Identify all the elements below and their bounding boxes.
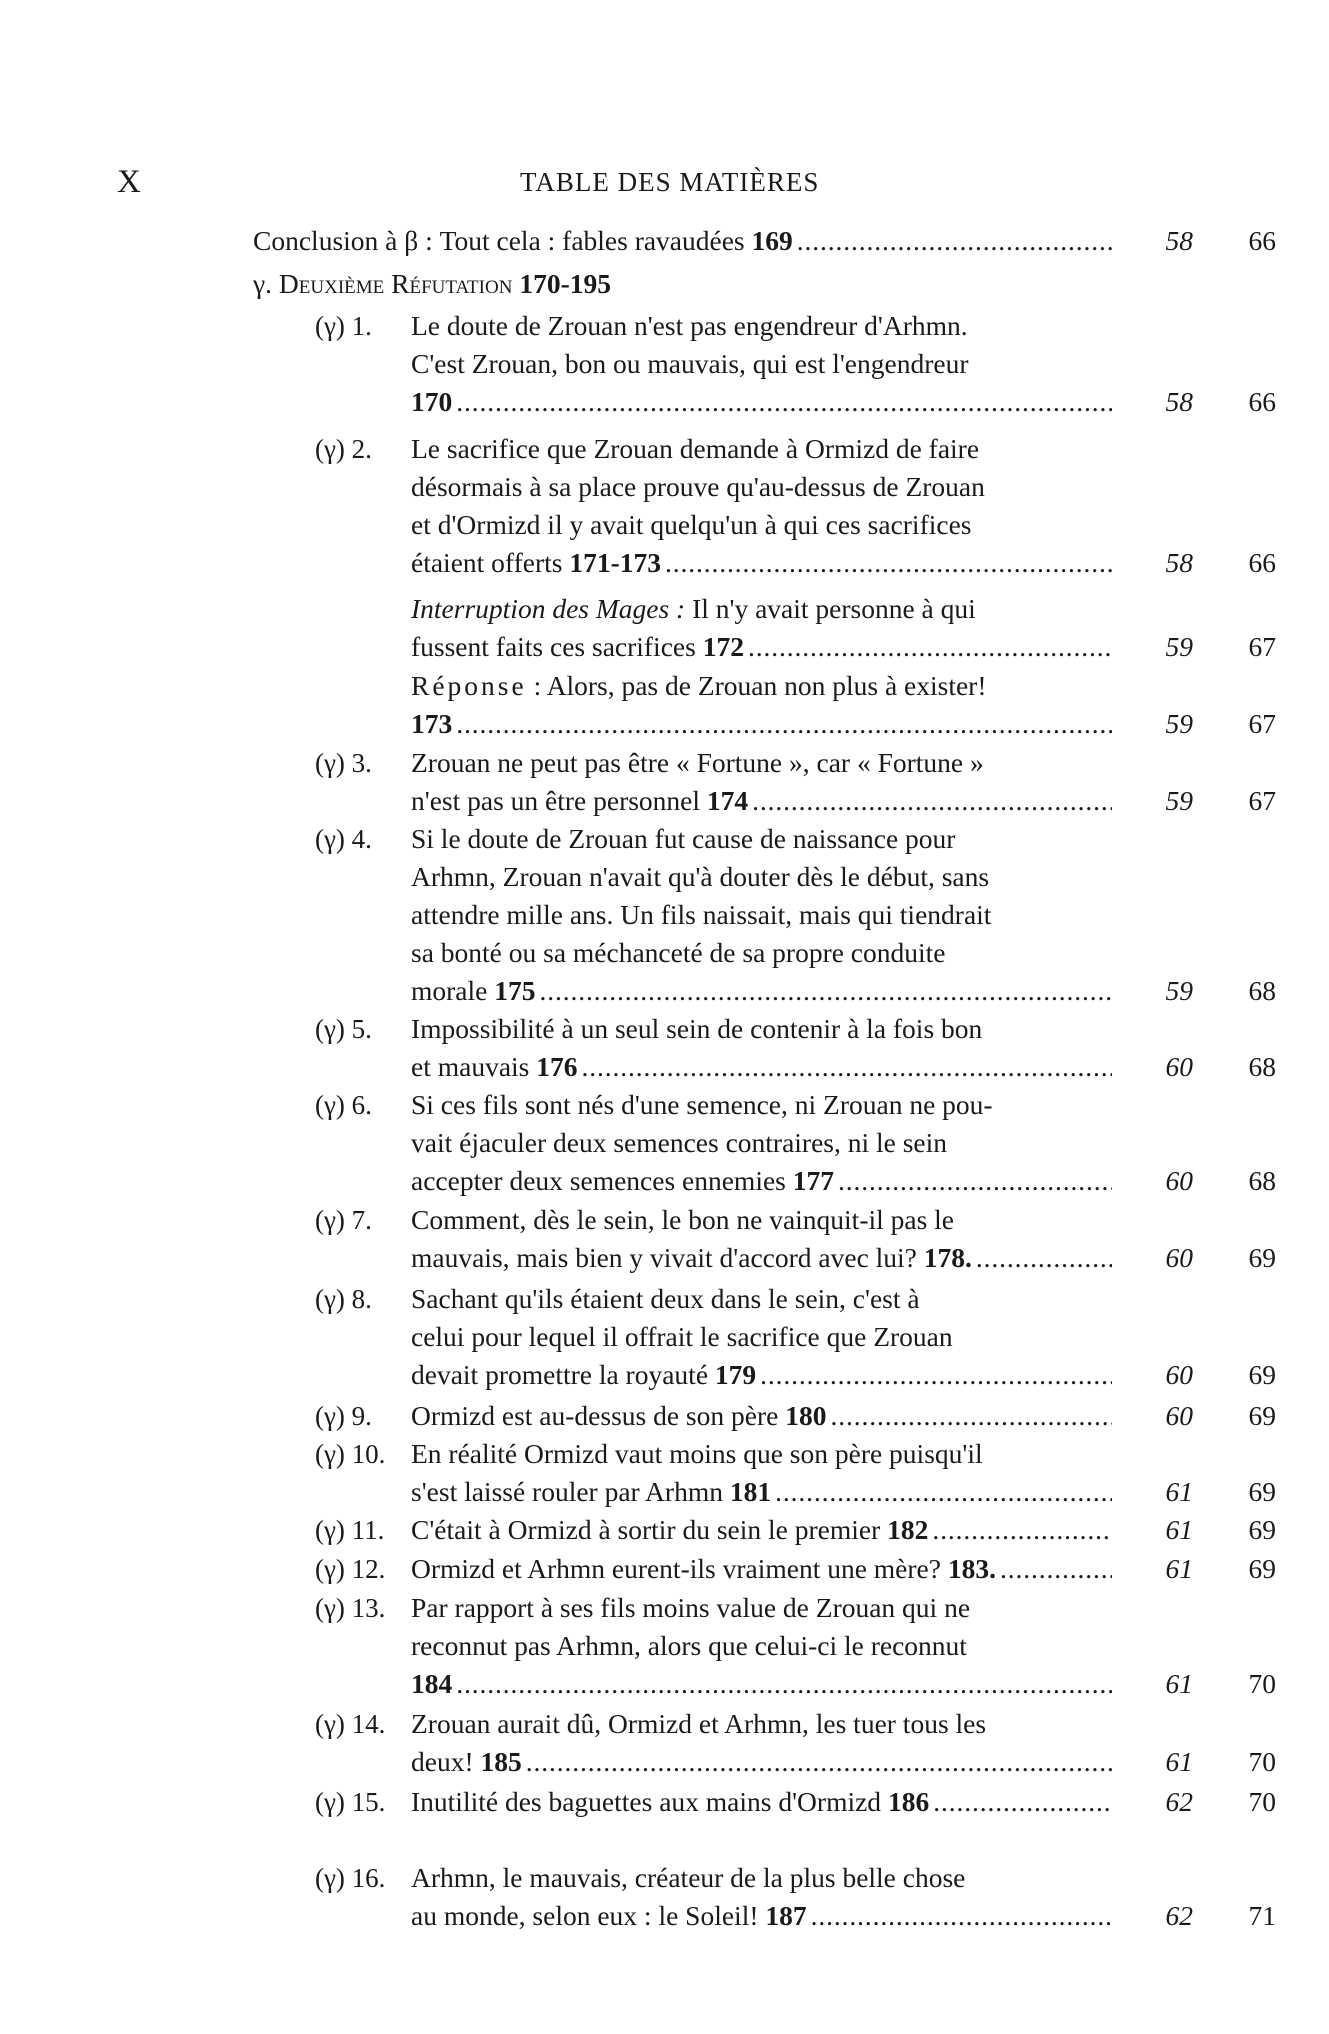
entry-reference: 184 bbox=[411, 1668, 453, 1699]
section-prefix: γ. bbox=[253, 268, 279, 299]
entry-line bbox=[411, 743, 984, 783]
entry-reference: 181 bbox=[729, 1476, 772, 1507]
entry-reference: 185 bbox=[480, 1746, 522, 1777]
page-reference-edition: 61 bbox=[1165, 1668, 1193, 1699]
entry-line bbox=[411, 781, 748, 821]
page-number: 70 bbox=[1248, 1668, 1276, 1699]
entry-number: (γ) 3. bbox=[315, 748, 372, 778]
entry-line bbox=[411, 1782, 929, 1822]
response-label: Réponse bbox=[411, 670, 527, 701]
entry-text: et mauvais bbox=[411, 1051, 537, 1082]
entry-reference: 175 bbox=[494, 975, 536, 1006]
entry-line bbox=[411, 1858, 965, 1898]
section-title: Deuxième Réfutation bbox=[278, 268, 520, 299]
entry-line bbox=[411, 1434, 983, 1474]
section-range: 170-195 bbox=[519, 268, 611, 299]
entry-text: Si le doute de Zrouan fut cause de naissance pour bbox=[411, 823, 956, 854]
page-number: 69 bbox=[1248, 1242, 1276, 1273]
page-number: 67 bbox=[1248, 785, 1276, 816]
dot-leader bbox=[526, 1742, 1112, 1782]
entry-line bbox=[411, 1510, 928, 1550]
entry-text: Impossibilité à un seul sein de contenir à la fois bon bbox=[411, 1013, 983, 1044]
entry-text: fussent faits ces sacrifices bbox=[411, 631, 703, 662]
dot-leader bbox=[933, 1782, 1112, 1822]
entry-text: vait éjaculer deux semences contraires, ni le sein bbox=[411, 1127, 948, 1158]
dot-leader bbox=[456, 382, 1112, 422]
entry-line bbox=[411, 1588, 970, 1628]
page-reference-edition: 59 bbox=[1165, 785, 1193, 816]
entry-line bbox=[411, 1238, 972, 1278]
page-reference-edition: 60 bbox=[1165, 1359, 1193, 1390]
entry-reference: 180 bbox=[785, 1400, 827, 1431]
dot-leader bbox=[456, 1664, 1112, 1704]
entry-text: Zrouan ne peut pas être « Fortune », car « Fortune » bbox=[411, 747, 984, 778]
page-reference-edition: 62 bbox=[1165, 1900, 1193, 1931]
section-heading bbox=[253, 264, 611, 304]
entry-number: (γ) 8. bbox=[315, 1284, 372, 1314]
entry-line bbox=[411, 1664, 452, 1704]
entry-reference: 177 bbox=[792, 1165, 835, 1196]
entry-line bbox=[411, 1279, 920, 1319]
entry-reference: 179 bbox=[714, 1359, 757, 1390]
entry-reference: 170 bbox=[411, 386, 453, 417]
entry-text: sa bonté ou sa méchanceté de sa propre conduite bbox=[411, 937, 946, 968]
entry-line bbox=[411, 1161, 834, 1201]
interruption-label: Interruption des Mages : bbox=[411, 593, 686, 624]
entry-reference: 183. bbox=[947, 1553, 996, 1584]
page-reference-edition: 60 bbox=[1165, 1242, 1193, 1273]
page-number: 71 bbox=[1248, 1900, 1276, 1931]
entry-text: Il n'y avait personne à qui bbox=[685, 593, 976, 624]
entry-line bbox=[411, 627, 744, 667]
dot-leader bbox=[752, 781, 1112, 821]
entry-text: Comment, dès le sein, le bon ne vainquit-il pas le bbox=[411, 1204, 955, 1235]
entry-text: au monde, selon eux : le Soleil! bbox=[411, 1900, 766, 1931]
entry-text: Si ces fils sont nés d'une semence, ni Zrouan ne pou- bbox=[411, 1089, 993, 1120]
entry-text: Arhmn, le mauvais, créateur de la plus belle chose bbox=[411, 1862, 966, 1893]
entry-line bbox=[411, 382, 452, 422]
page-number: 67 bbox=[1248, 631, 1276, 662]
entry-number: (γ) 13. bbox=[315, 1593, 386, 1623]
entry-line bbox=[411, 666, 986, 706]
page-reference-edition: 59 bbox=[1165, 631, 1193, 662]
entry-text: attendre mille ans. Un fils naissait, mais qui tiendrait bbox=[411, 899, 992, 930]
page-reference-edition: 58 bbox=[1165, 547, 1193, 578]
dot-leader bbox=[539, 971, 1112, 1011]
entry-number: (γ) 6. bbox=[315, 1090, 372, 1120]
page-number: 70 bbox=[1248, 1746, 1276, 1777]
dot-leader bbox=[775, 1472, 1112, 1512]
entry-text: Ormizd et Arhmn eurent-ils vraiment une mère? bbox=[411, 1553, 948, 1584]
entry-line bbox=[411, 1047, 578, 1087]
page-number: 69 bbox=[1248, 1553, 1276, 1584]
entry-text: Inutilité des baguettes aux mains d'Ormizd bbox=[411, 1786, 888, 1817]
entry-text: Ormizd est au-dessus de son père bbox=[411, 1400, 786, 1431]
entry-number: (γ) 1. bbox=[315, 311, 372, 341]
page-number: 69 bbox=[1248, 1514, 1276, 1545]
entry-text: morale bbox=[411, 975, 495, 1006]
entry-line bbox=[411, 971, 535, 1011]
entry-text: En réalité Ormizd vaut moins que son père puisqu'il bbox=[411, 1438, 983, 1469]
entry-text: Conclusion à β : Tout cela : fables ravaudées bbox=[253, 225, 752, 256]
entry-line bbox=[411, 933, 946, 973]
page-number: 69 bbox=[1248, 1400, 1276, 1431]
page-number: 66 bbox=[1248, 386, 1276, 417]
entry-number: (γ) 12. bbox=[315, 1554, 386, 1584]
page-reference-edition: 59 bbox=[1165, 708, 1193, 739]
entry-line bbox=[411, 857, 989, 897]
entry-reference: 176 bbox=[536, 1051, 578, 1082]
entry-text: et d'Ormizd il y avait quelqu'un à qui ces sacrifices bbox=[411, 509, 972, 540]
entry-line bbox=[411, 1085, 993, 1125]
entry-text: étaient offerts bbox=[411, 547, 570, 578]
page-reference-edition: 58 bbox=[1165, 386, 1193, 417]
page-reference-edition: 59 bbox=[1165, 975, 1193, 1006]
entry-text: C'était à Ormizd à sortir du sein le premier bbox=[411, 1514, 888, 1545]
entry-line bbox=[411, 1396, 826, 1436]
entry-text: devait promettre la royauté bbox=[411, 1359, 715, 1390]
dot-leader bbox=[760, 1355, 1112, 1395]
entry-number: (γ) 2. bbox=[315, 434, 372, 464]
dot-leader bbox=[456, 704, 1112, 744]
entry-text: mauvais, mais bien y vivait d'accord avec lui? bbox=[411, 1242, 924, 1273]
entry-text: Arhmn, Zrouan n'avait qu'à douter dès le début, sans bbox=[411, 861, 990, 892]
entry-text: n'est pas un être personnel bbox=[411, 785, 707, 816]
page-number: 68 bbox=[1248, 1051, 1276, 1082]
dot-leader bbox=[748, 627, 1112, 667]
running-title: TABLE DES MATIÈRES bbox=[520, 167, 820, 197]
entry-text: s'est laissé rouler par Arhmn bbox=[411, 1476, 730, 1507]
page-reference-edition: 61 bbox=[1165, 1553, 1193, 1584]
entry-line bbox=[411, 429, 979, 469]
dot-leader bbox=[976, 1238, 1112, 1278]
entry-text: Le sacrifice que Zrouan demande à Ormizd de faire bbox=[411, 433, 980, 464]
page-reference-edition: 61 bbox=[1165, 1476, 1193, 1507]
dot-leader bbox=[665, 543, 1112, 583]
dot-leader bbox=[932, 1510, 1112, 1550]
dot-leader bbox=[582, 1047, 1113, 1087]
page-folio: X bbox=[117, 164, 141, 200]
entry-line bbox=[411, 543, 661, 583]
dot-leader bbox=[1000, 1549, 1112, 1589]
entry-text: reconnut pas Arhmn, alors que celui-ci le reconnut bbox=[411, 1630, 967, 1661]
entry-number: (γ) 15. bbox=[315, 1787, 386, 1817]
entry-line bbox=[411, 1200, 954, 1240]
entry-line bbox=[411, 1123, 947, 1163]
dot-leader bbox=[797, 221, 1112, 261]
page-reference-edition: 61 bbox=[1165, 1746, 1193, 1777]
dot-leader bbox=[830, 1396, 1112, 1436]
entry-reference: 171-173 bbox=[569, 547, 661, 578]
entry-text: Le doute de Zrouan n'est pas engendreur d'Arhmn. bbox=[411, 310, 968, 341]
entry-line bbox=[411, 505, 972, 545]
entry-reference: 169 bbox=[751, 225, 793, 256]
page-number: 66 bbox=[1248, 225, 1276, 256]
entry-line bbox=[411, 1549, 996, 1589]
page-reference-edition: 62 bbox=[1165, 1786, 1193, 1817]
page-reference-edition: 60 bbox=[1165, 1051, 1193, 1082]
entry-text: désormais à sa place prouve qu'au-dessus de Zrouan bbox=[411, 471, 985, 502]
entry-number: (γ) 7. bbox=[315, 1205, 372, 1235]
entry-number: (γ) 5. bbox=[315, 1014, 372, 1044]
entry-reference: 178. bbox=[923, 1242, 972, 1273]
entry-reference: 173 bbox=[411, 708, 453, 739]
page-reference-edition: 60 bbox=[1165, 1165, 1193, 1196]
entry-text: C'est Zrouan, bon ou mauvais, qui est l'engendreur bbox=[411, 348, 969, 379]
entry-line bbox=[411, 1472, 771, 1512]
entry-line bbox=[411, 1896, 807, 1936]
entry-line bbox=[411, 306, 968, 346]
entry-line bbox=[411, 344, 969, 384]
entry-line bbox=[411, 467, 985, 507]
entry-text: Par rapport à ses fils moins value de Zrouan qui ne bbox=[411, 1592, 971, 1623]
entry-line bbox=[411, 1009, 982, 1049]
page-number: 67 bbox=[1248, 708, 1276, 739]
entry-line bbox=[411, 704, 452, 744]
entry-reference: 186 bbox=[887, 1786, 930, 1817]
page-number: 68 bbox=[1248, 1165, 1276, 1196]
entry-line bbox=[411, 1742, 522, 1782]
entry-number: (γ) 9. bbox=[315, 1401, 372, 1431]
page-number: 70 bbox=[1248, 1786, 1276, 1817]
entry-line bbox=[411, 819, 955, 859]
page-number: 69 bbox=[1248, 1476, 1276, 1507]
entry-number: (γ) 16. bbox=[315, 1863, 386, 1893]
entry-line bbox=[253, 221, 793, 261]
page-number: 66 bbox=[1248, 547, 1276, 578]
entry-reference: 172 bbox=[702, 631, 744, 662]
entry-reference: 182 bbox=[887, 1514, 929, 1545]
entry-line bbox=[411, 589, 976, 629]
page-number: 69 bbox=[1248, 1359, 1276, 1390]
dot-leader bbox=[811, 1896, 1112, 1936]
page-reference-edition: 58 bbox=[1165, 225, 1193, 256]
entry-text: celui pour lequel il offrait le sacrifice que Zrouan bbox=[411, 1321, 953, 1352]
page-reference-edition: 60 bbox=[1165, 1400, 1193, 1431]
entry-text: Zrouan aurait dû, Ormizd et Arhmn, les tuer tous les bbox=[411, 1708, 987, 1739]
entry-reference: 187 bbox=[765, 1900, 807, 1931]
entry-line bbox=[411, 895, 991, 935]
page-number: 68 bbox=[1248, 975, 1276, 1006]
entry-number: (γ) 11. bbox=[315, 1515, 385, 1545]
entry-line bbox=[411, 1355, 756, 1395]
entry-number: (γ) 4. bbox=[315, 824, 372, 854]
dot-leader bbox=[838, 1161, 1112, 1201]
entry-text: : Alors, pas de Zrouan non plus à exister! bbox=[526, 670, 987, 701]
entry-reference: 174 bbox=[706, 785, 749, 816]
entry-number: (γ) 14. bbox=[315, 1709, 386, 1739]
entry-line bbox=[411, 1704, 986, 1744]
entry-text: accepter deux semences ennemies bbox=[411, 1165, 793, 1196]
entry-line bbox=[411, 1317, 953, 1357]
entry-number: (γ) 10. bbox=[315, 1439, 386, 1469]
entry-text: Sachant qu'ils étaient deux dans le sein, c'est à bbox=[411, 1283, 920, 1314]
entry-line bbox=[411, 1626, 967, 1666]
page-reference-edition: 61 bbox=[1165, 1514, 1193, 1545]
entry-text: deux! bbox=[411, 1746, 481, 1777]
